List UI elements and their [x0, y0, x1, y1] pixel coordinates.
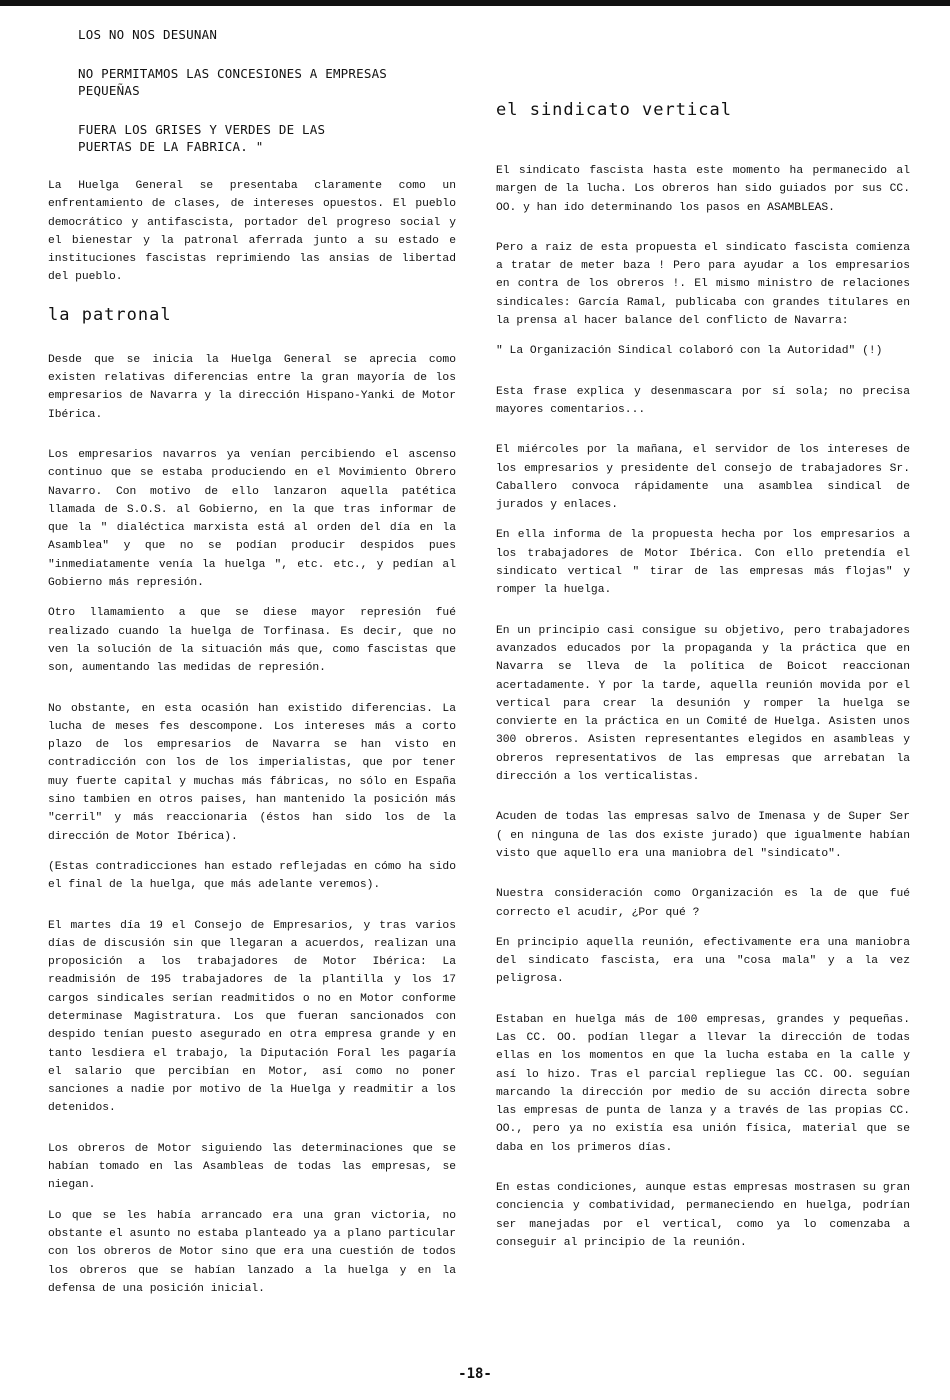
patronal-paragraph: Lo que se les había arrancado era una gran victoria, no obstante el asunto no estaba planteado ya a plano particular con los obreros de Motor sino que era una cuestión de todos los obreros que se habían lanzado a la huelga y en la defensa de una posición inicial.: [48, 1209, 456, 1295]
sindicato-paragraph: En principio aquella reunión, efectivamente era una maniobra del sindicato fascista, era una "cosa mala" y a la vez peligrosa.: [496, 936, 910, 986]
slogan-1: LOS NO NOS DESUNAN: [78, 27, 218, 42]
slogan-3: FUERA LOS GRISES Y VERDES DE LAS PUERTAS DE LA FABRICA. ": [78, 122, 326, 154]
sindicato-paragraph: Esta frase explica y desenmascara por sí sola; no precisa mayores comentarios...: [496, 385, 910, 416]
patronal-paragraph: No obstante, en esta ocasión han existido diferencias. La lucha de meses fes descompone. Los intereses más a corto plazo de los empresarios de Navarra se han visto en contradicción con los de los imperialistas, que por tener muy fuerte capital y muchas más fábricas, no sólo en España sino tambien en otros paises, han mantenido la posición más "cerril" y más reaccionaria (éstos han sido los de la dirección de Motor Ibérica).: [48, 702, 456, 843]
patronal-paragraph: Desde que se inicia la Huelga General se aprecia como existen relativas diferencias entre la gran mayoría de los empresarios de Navarra y la dirección Hispano-Yanki de Motor Ibérica.: [48, 353, 456, 421]
intro-paragraph: La Huelga General se presentaba claramente como un enfrentamiento de clases, de intereses opuestos. El pueblo democrático y antifascista, portador del progreso social y el bienestar y la patronal aferrada junto a su estado e instituciones fascistas reprimiendo las ansias de libertad del pueblo.: [48, 180, 456, 284]
sindicato-paragraph: Acuden de todas las empresas salvo de Imenasa y de Super Ser ( en ninguna de las dos existe jurado) que igualmente habían visto que aquello era una maniobra del "sindicato".: [496, 811, 910, 860]
patronal-paragraph: Los obreros de Motor siguiendo las determinaciones que se habían tomado en las Asambleas de todas las empresas, se niegan.: [48, 1142, 456, 1192]
sindicato-paragraph: En estas condiciones, aunque estas empresas mostrasen su gran conciencia y combatividad, permaneciendo en huelga, podrían ser manejadas por el vertical, como ya lo comenzaba a conseguir al principio de la reunión.: [496, 1182, 910, 1249]
patronal-paragraph: Los empresarios navarros ya venían percibiendo el ascenso continuo que se estaba produciendo en el Movimiento Obrero Navarro. Con motivo de ello lanzaron aquella patética llamada de S.O.S. al Gobierno, en la que tras informar de que la " dialéctica marxista está al orden del día en la Asamblea" y que no se podían producir despidos pues "inmediatamente venía la huelga ", etc. etc., y pedían al Gobierno más represión.: [48, 448, 456, 590]
sindicato-paragraph: El miércoles por la mañana, el servidor de los intereses de los empresarios y presidente del consejo de trabajadores Sr. Caballero convoca rápidamente una asamblea sindical de jurados y enlaces.: [496, 444, 910, 512]
sindicato-quote: " La Organización Sindical colaboró con la Autoridad" (!): [496, 345, 883, 358]
patronal-paragraph: (Estas contradicciones han estado reflejadas en cómo ha sido el final de la huelga, que más adelante veremos).: [48, 860, 456, 892]
sindicato-paragraph: Nuestra consideración como Organización es la de que fué correcto el acudir, ¿Por qué ?: [496, 888, 910, 919]
sindicato-paragraph: Estaban en huelga más de 100 empresas, grandes y pequeñas. Las CC. OO. podían llegar a llevar la dirección de todas ellas en los momentos en que la lucha estaba en la calle y así lo hizo. Tras el parcial repliegue las CC. OO. seguían marcando la dirección por medio de su acción directa sobre las empresas de punta de lanza y a través de las propias CC. OO., pero ya no existía esa unión física, material que se daba en los primeros días.: [496, 1013, 910, 1154]
section-heading-patronal: la patronal: [48, 304, 172, 325]
slogan-2: NO PERMITAMOS LAS CONCESIONES A EMPRESAS PEQUEÑAS: [78, 66, 388, 98]
sindicato-paragraph: En un principio casi consigue su objetivo, pero trabajadores avanzados educados por la propaganda y la práctica que en Navarra se lleva de la política de Boicot reaccionan acertadamente. Y por la tarde, aquella reunión movida por el vertical para crear la desunión y romper la huelga se convierte en la práctica en un Comité de Huelga. Asisten unos 300 obreros. Asisten representantes elegidos en asambleas y obreros representativos de las empresas que arrebatan la dirección a los verticalistas.: [496, 624, 910, 784]
sindicato-paragraph: Pero a raiz de esta propuesta el sindicato fascista comienza a tratar de meter baza ! Pero para ayudar a los empresarios en contra de los obreros !. El mismo ministro de relaciones sindicales: García Ramal, publicaba con grandes titulares en la prensa al hacer balance del conflicto de Navarra:: [496, 241, 910, 328]
right-column: [496, 100, 910, 1264]
patronal-paragraph: El martes día 19 el Consejo de Empresarios, y tras varios días de discusión sin que llegaran a acuerdos, realizan una proposición a los trabajadores de Motor Ibérica: La readmisión de 195 trabajadores de la plantilla y los 17 cargos sindicales serían readmitidos o no en Motor conforme determinase Magistratura. Los que fueran sancionados con despido tenían puesto asegurado en otra empresa grande y en tanto lesdiera el trabajo, la Diputación Foral les pagaría el salario que percibían en Motor, así como no poner sanciones a nadie por motivo de la Huelga y readmitir a los detenidos.: [48, 919, 456, 1115]
sindicato-paragraph: En ella informa de la propuesta hecha por los empresarios a los trabajadores de Motor Ibérica. Con ello pretendía el sindicato vertical " tirar de las empresas más flojas" y romper la huelga.: [496, 529, 910, 597]
patronal-paragraph: Otro llamamiento a que se diese mayor represión fué realizado cuando la huelga de Torfinasa. Es decir, que no ven la solución de la situación más que, como fascistas que son, aumentando las medidas de represión.: [48, 607, 456, 675]
top-border: [0, 0, 950, 6]
section-heading-sindicato: el sindicato vertical: [496, 100, 732, 120]
sindicato-paragraph: El sindicato fascista hasta este momento ha permanecido al margen de la lucha. Los obreros han sido guiados por sus CC. OO. y han ido determinando los pasos en ASAMBLEAS.: [496, 165, 910, 214]
left-column: [48, 26, 456, 1310]
page-number: -18-: [458, 1366, 492, 1382]
